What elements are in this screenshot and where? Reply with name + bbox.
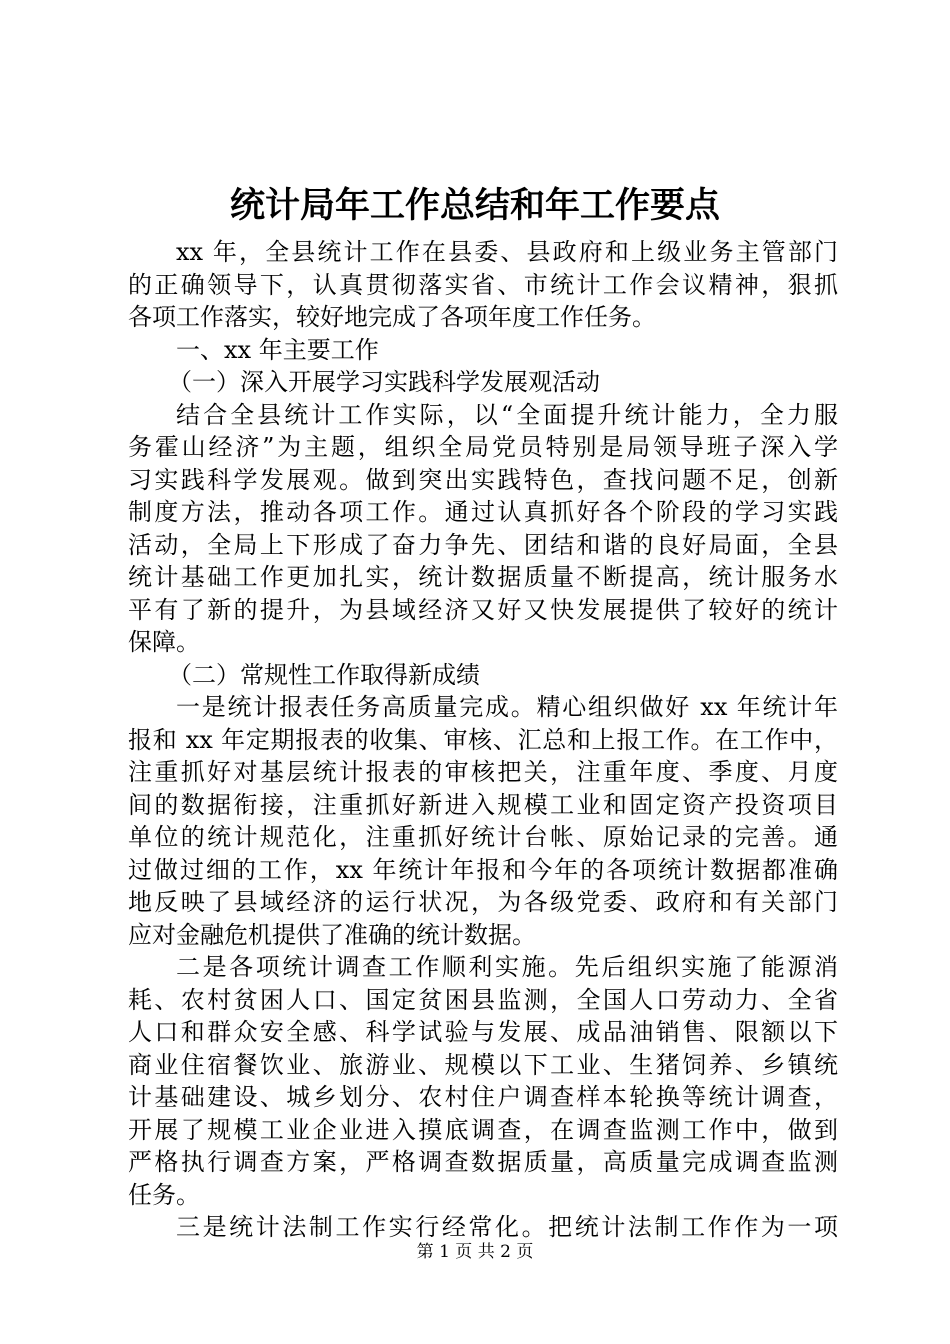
text-line: xx 年，全县统计工作在县委、县政府和上级业务主管部门	[176, 238, 838, 266]
text-line: 务霍山经济”为主题，组织全局党员特别是局领导班子深入学	[128, 433, 838, 461]
text-line: 人口和群众安全感、科学试验与发展、成品油销售、限额以下	[128, 1018, 838, 1046]
text-line: 二是各项统计调查工作顺利实施。先后组织实施了能源消	[176, 953, 838, 981]
text-line: 单位的统计规范化，注重抓好统计台帐、原始记录的完善。通	[128, 823, 838, 851]
text-line: 制度方法，推动各项工作。通过认真抓好各个阶段的学习实践	[128, 498, 838, 526]
text-line: 开展了规模工业企业进入摸底调查，在调查监测工作中，做到	[128, 1115, 838, 1144]
text-line: 一、xx 年主要工作	[176, 335, 379, 364]
text-line: 间的数据衔接，注重抓好新进入规模工业和固定资产投资项目	[128, 790, 838, 819]
text-line: （二）常规性工作取得新成绩	[168, 660, 480, 689]
text-line: 任务。	[128, 1180, 200, 1209]
text-line: 平有了新的提升，为县域经济又好又快发展提供了较好的统计	[128, 595, 838, 624]
text-line: （一）深入开展学习实践科学发展观活动	[168, 368, 600, 396]
text-line: 严格执行调查方案，严格调查数据质量，高质量完成调查监测	[128, 1148, 838, 1176]
text-line: 注重抓好对基层统计报表的审核把关，注重年度、季度、月度	[128, 758, 838, 786]
text-line: 的正确领导下，认真贯彻落实省、市统计工作会议精神，狠抓	[128, 270, 838, 299]
text-line: 报和 xx 年定期报表的收集、审核、汇总和上报工作。在工作中，	[128, 725, 838, 754]
text-line: 三是统计法制工作实行经常化。把统计法制工作作为一项	[176, 1213, 838, 1241]
text-line: 耗、农村贫困人口、国定贫困县监测，全国人口劳动力、全省	[128, 985, 838, 1014]
text-line: 地反映了县域经济的运行状况，为各级党委、政府和有关部门	[128, 888, 838, 916]
text-line: 过做过细的工作，xx 年统计年报和今年的各项统计数据都准确	[128, 855, 838, 884]
text-line: 保障。	[128, 628, 200, 656]
text-line: 商业住宿餐饮业、旅游业、规模以下工业、生猪饲养、乡镇统	[128, 1050, 838, 1079]
text-line: 应对金融危机提供了准确的统计数据。	[128, 920, 536, 949]
text-line: 活动，全局上下形成了奋力争先、团结和谐的良好局面，全县	[128, 530, 838, 559]
page-footer: 第 1 页 共 2 页	[416, 1242, 534, 1262]
document-title: 统计局年工作总结和年工作要点	[229, 185, 720, 226]
text-line: 计基础建设、城乡划分、农村住户调查样本轮换等统计调查，	[128, 1083, 838, 1111]
document-body	[128, 236, 838, 1244]
text-line: 习实践科学发展观。做到突出实践特色，查找问题不足，创新	[128, 465, 838, 494]
text-line: 统计基础工作更加扎实，统计数据质量不断提高，统计服务水	[128, 563, 838, 591]
text-line: 结合全县统计工作实际，以“全面提升统计能力，全力服	[176, 400, 838, 429]
text-line: 一是统计报表任务高质量完成。精心组织做好 xx 年统计年	[176, 693, 838, 721]
text-line: 各项工作落实，较好地完成了各项年度工作任务。	[128, 303, 656, 331]
